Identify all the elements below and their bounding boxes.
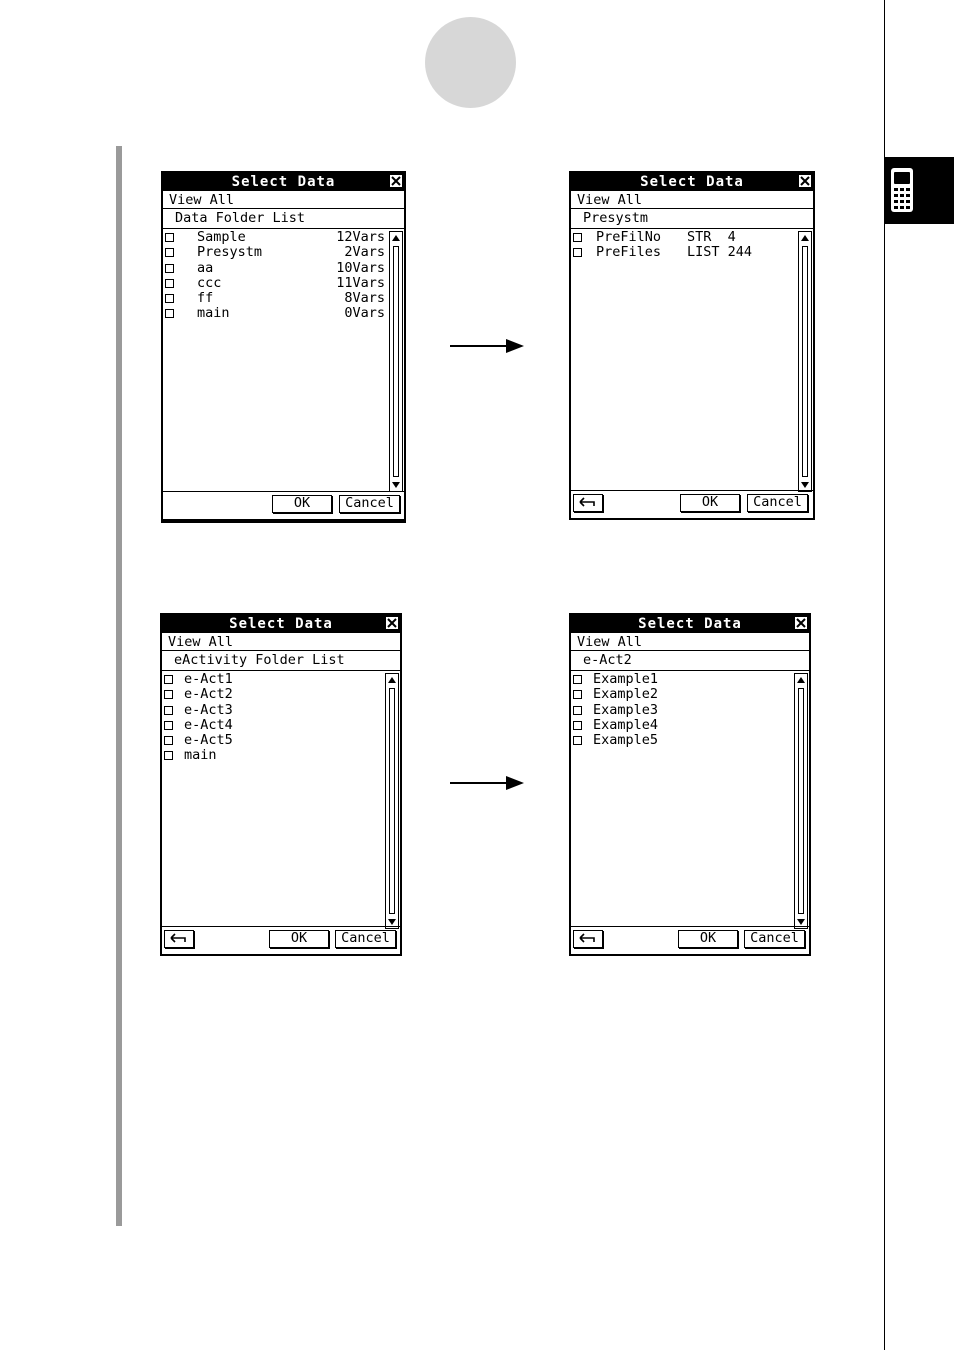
scrollbar[interactable] — [389, 231, 403, 492]
close-icon[interactable] — [795, 617, 807, 629]
checkbox[interactable] — [573, 706, 582, 715]
checkbox[interactable] — [573, 736, 582, 745]
close-icon[interactable] — [390, 175, 402, 187]
close-icon[interactable] — [386, 617, 398, 629]
scrollbar[interactable] — [794, 673, 808, 929]
section-bar — [116, 146, 122, 1226]
list-item[interactable]: e-Act1 — [162, 672, 382, 687]
list-item[interactable]: ccc 11Vars — [163, 276, 387, 291]
ok-button[interactable]: OK — [269, 930, 329, 948]
checkbox[interactable] — [165, 248, 174, 257]
view-menu[interactable]: View All — [163, 191, 404, 209]
scroll-up-icon[interactable] — [391, 234, 401, 242]
list-item[interactable]: Example5 — [571, 733, 791, 748]
list-item[interactable]: e-Act4 — [162, 718, 382, 733]
list-item[interactable]: e-Act5 — [162, 733, 382, 748]
scroll-down-icon[interactable] — [387, 918, 397, 926]
screen-title: Select Data — [229, 616, 333, 632]
checkbox[interactable] — [164, 675, 173, 684]
ok-button[interactable]: OK — [678, 930, 738, 948]
list-item[interactable]: Example1 — [571, 672, 791, 687]
list-item[interactable]: Example3 — [571, 703, 791, 718]
checkbox[interactable] — [164, 736, 173, 745]
checkbox[interactable] — [165, 279, 174, 288]
screen-title: Select Data — [640, 174, 744, 190]
back-arrow-icon — [168, 932, 190, 944]
select-data-screen — [161, 171, 406, 523]
ok-button[interactable]: OK — [680, 494, 740, 512]
checkbox[interactable] — [165, 233, 174, 242]
folder-header: e-Act2 — [571, 651, 809, 671]
checkbox[interactable] — [573, 233, 582, 242]
title-bar — [162, 615, 400, 633]
select-data-screen — [569, 171, 815, 520]
scroll-track[interactable] — [393, 246, 399, 477]
checkbox[interactable] — [164, 751, 173, 760]
scroll-up-icon[interactable] — [796, 676, 806, 684]
folder-list-header: eActivity Folder List — [162, 651, 400, 671]
screen-title: Select Data — [638, 616, 742, 632]
checkbox[interactable] — [165, 294, 174, 303]
select-data-screen — [569, 613, 811, 956]
calculator-icon — [890, 167, 914, 213]
title-bar — [163, 173, 404, 191]
back-button[interactable] — [573, 930, 603, 948]
scroll-up-icon[interactable] — [387, 676, 397, 684]
checkbox[interactable] — [573, 721, 582, 730]
list-item[interactable]: Example4 — [571, 718, 791, 733]
data-list — [571, 230, 795, 261]
back-arrow-icon — [577, 932, 599, 944]
checkbox[interactable] — [164, 690, 173, 699]
checkbox[interactable] — [573, 690, 582, 699]
arrow-right-icon — [450, 339, 524, 353]
scrollbar[interactable] — [385, 673, 399, 929]
screen-title: Select Data — [231, 174, 336, 190]
scroll-down-icon[interactable] — [800, 481, 810, 489]
cancel-button[interactable]: Cancel — [747, 494, 808, 512]
back-button[interactable] — [573, 494, 603, 512]
title-bar — [571, 615, 809, 633]
select-data-screen — [160, 613, 402, 956]
list-item[interactable]: aa 10Vars — [163, 261, 387, 276]
list-item[interactable]: Presystm 2Vars — [163, 245, 387, 260]
scroll-up-icon[interactable] — [800, 234, 810, 242]
folder-list-header: Data Folder List — [163, 209, 404, 229]
list-item[interactable]: Example2 — [571, 687, 791, 702]
button-bar — [163, 491, 404, 521]
data-list — [162, 672, 382, 764]
ok-button[interactable]: OK — [272, 495, 332, 513]
cancel-button[interactable]: Cancel — [744, 930, 805, 948]
checkbox[interactable] — [165, 264, 174, 273]
view-menu[interactable]: View All — [162, 633, 400, 651]
list-item[interactable]: e-Act2 — [162, 687, 382, 702]
scroll-track[interactable] — [389, 688, 395, 914]
checkbox[interactable] — [164, 706, 173, 715]
checkbox[interactable] — [573, 248, 582, 257]
chapter-tab — [884, 157, 954, 224]
close-icon[interactable] — [799, 175, 811, 187]
scroll-track[interactable] — [798, 688, 804, 914]
view-menu[interactable]: View All — [571, 633, 809, 651]
button-bar — [571, 926, 809, 954]
list-item[interactable]: main 0Vars — [163, 306, 387, 321]
list-item[interactable]: PreFilNo STR 4 — [571, 230, 795, 245]
scrollbar[interactable] — [798, 231, 812, 492]
checkbox[interactable] — [164, 721, 173, 730]
folder-header: Presystm — [571, 209, 813, 229]
back-arrow-icon — [577, 496, 599, 508]
chapter-circle — [425, 17, 516, 108]
back-button[interactable] — [164, 930, 194, 948]
cancel-button[interactable]: Cancel — [335, 930, 396, 948]
checkbox[interactable] — [165, 309, 174, 318]
list-item[interactable]: main — [162, 748, 382, 763]
checkbox[interactable] — [573, 675, 582, 684]
button-bar — [571, 490, 813, 518]
list-item[interactable]: Sample 12Vars — [163, 230, 387, 245]
title-bar — [571, 173, 813, 191]
list-item[interactable]: ff 8Vars — [163, 291, 387, 306]
view-menu[interactable]: View All — [571, 191, 813, 209]
arrow-right-icon — [450, 776, 524, 790]
scroll-track[interactable] — [802, 246, 808, 477]
scroll-down-icon[interactable] — [391, 481, 401, 489]
list-item[interactable]: PreFiles LIST 244 — [571, 245, 795, 260]
data-list — [571, 672, 791, 748]
scroll-down-icon[interactable] — [796, 918, 806, 926]
button-bar — [162, 926, 400, 954]
list-item[interactable]: e-Act3 — [162, 703, 382, 718]
data-list — [163, 230, 387, 322]
cancel-button[interactable]: Cancel — [339, 495, 400, 513]
